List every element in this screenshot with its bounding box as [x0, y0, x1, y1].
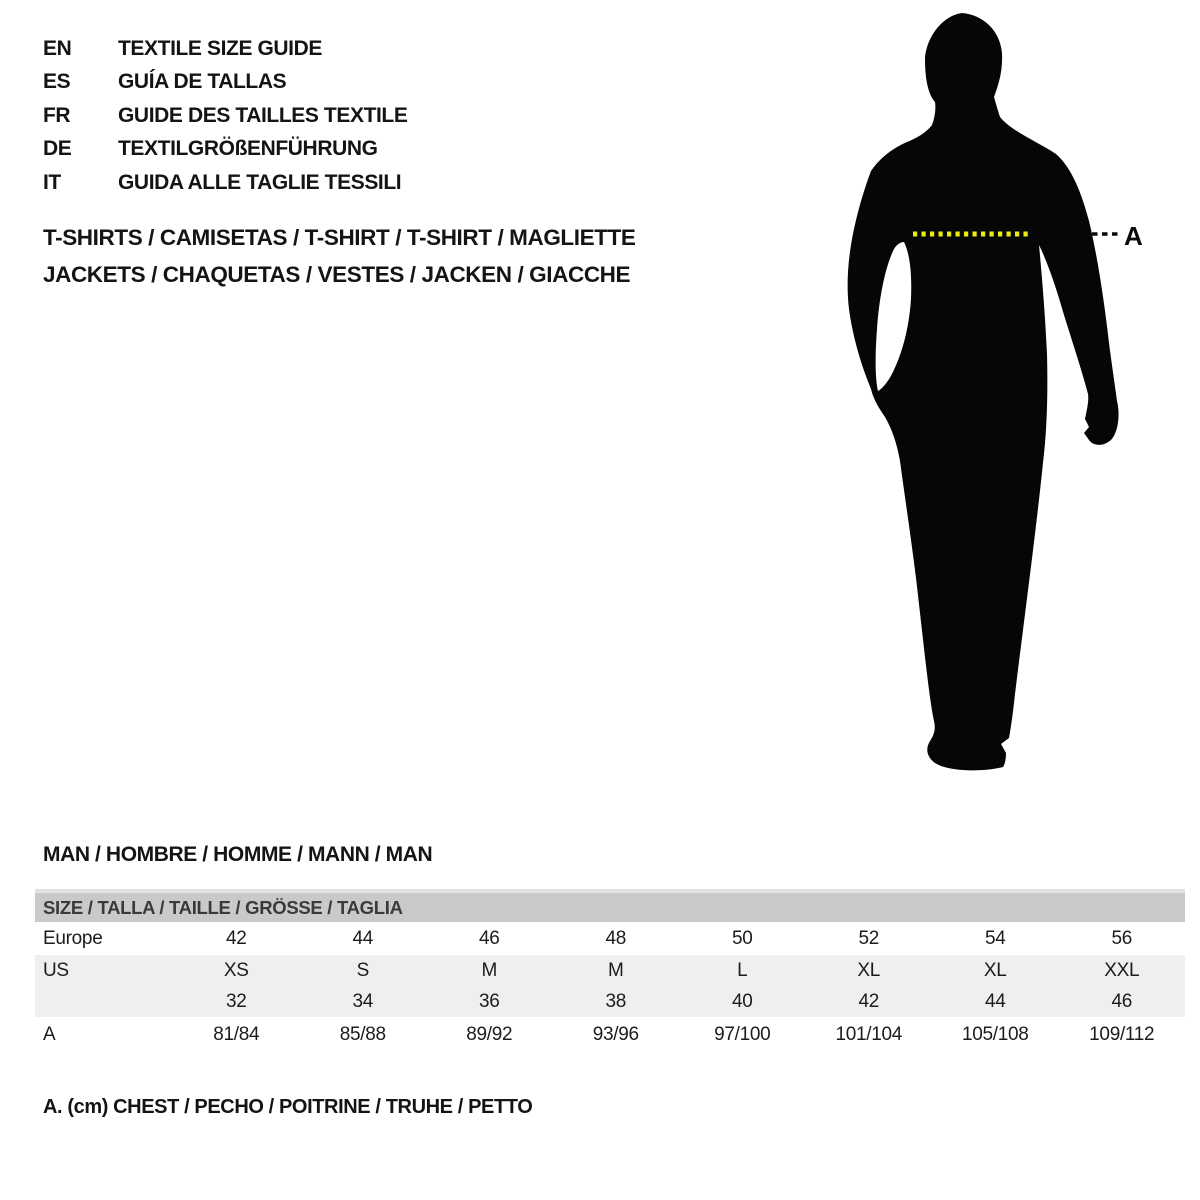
- cell: 34: [352, 990, 374, 1012]
- man-silhouette-figure: [845, 0, 1200, 800]
- language-row: [43, 133, 407, 167]
- language-code: ES: [43, 70, 71, 94]
- section-title-man: MAN / HOMBRE / HOMME / MANN / MAN: [43, 843, 433, 866]
- man-silhouette: [848, 13, 1119, 770]
- language-code: DE: [43, 137, 72, 161]
- language-title: TEXTILGRÖßENFÜHRUNG: [118, 137, 378, 161]
- language-title: GUIDE DES TAILLES TEXTILE: [118, 103, 408, 127]
- row-label: A: [43, 1024, 56, 1045]
- language-row: [43, 32, 407, 66]
- language-title: GUÍA DE TALLAS: [118, 70, 287, 94]
- language-code: EN: [43, 36, 72, 60]
- measurement-footnote: A. (cm) CHEST / PECHO / POITRINE / TRUHE / PETTO: [43, 1096, 533, 1118]
- size-table: [35, 889, 1185, 1053]
- category-jackets: JACKETS / CHAQUETAS / VESTES / JACKEN / GIACCHE: [43, 261, 631, 287]
- cell: 46: [478, 927, 500, 949]
- cell: 38: [605, 990, 627, 1012]
- cell: XXL: [1104, 959, 1140, 981]
- measure-label-a: A: [1124, 221, 1143, 251]
- cell: 52: [858, 927, 880, 949]
- language-list: [43, 32, 407, 200]
- cell: 46: [1111, 990, 1133, 1012]
- table-row-chest-a: [35, 1017, 1185, 1053]
- language-title: TEXTILE SIZE GUIDE: [118, 36, 322, 60]
- cell: 44: [352, 927, 374, 949]
- cell: L: [737, 959, 748, 981]
- category-tshirts: T-SHIRTS / CAMISETAS / T-SHIRT / T-SHIRT / MAGLIETTE: [43, 224, 636, 250]
- language-row: [43, 66, 407, 100]
- size-table-header: SIZE / TALLA / TAILLE / GRÖSSE / TAGLIA: [35, 889, 1185, 922]
- cell: S: [356, 959, 369, 981]
- cell: 42: [858, 990, 880, 1012]
- cell: 101/104: [835, 1024, 903, 1045]
- cell: XL: [983, 959, 1007, 981]
- row-label: Europe: [43, 927, 103, 949]
- cell: XL: [857, 959, 881, 981]
- cell: XS: [223, 959, 249, 981]
- cell: 89/92: [466, 1024, 513, 1045]
- language-title: GUIDA ALLE TAGLIE TESSILI: [118, 170, 402, 194]
- table-row-us: [35, 955, 1185, 986]
- cell: 40: [731, 990, 753, 1012]
- cell: 56: [1111, 927, 1133, 949]
- cell: 97/100: [714, 1024, 771, 1045]
- cell: M: [607, 959, 624, 981]
- table-row-europe: [35, 922, 1185, 955]
- language-code: FR: [43, 103, 71, 127]
- cell: M: [481, 959, 498, 981]
- language-row: [43, 99, 407, 133]
- cell: 32: [225, 990, 247, 1012]
- cell: 44: [984, 990, 1006, 1012]
- cell: 48: [605, 927, 627, 949]
- language-row: [43, 166, 407, 200]
- cell: 50: [731, 927, 753, 949]
- cell: 42: [225, 927, 247, 949]
- cell: 36: [478, 990, 500, 1012]
- garment-categories: [43, 219, 636, 293]
- cell: 54: [984, 927, 1006, 949]
- language-code: IT: [43, 170, 61, 194]
- cell: 81/84: [213, 1024, 260, 1045]
- cell: 105/108: [961, 1024, 1029, 1045]
- row-label: US: [43, 959, 69, 981]
- cell: 93/96: [592, 1024, 639, 1045]
- cell: 85/88: [339, 1024, 386, 1045]
- cell: 109/112: [1089, 1024, 1155, 1045]
- table-row-numeric: [35, 986, 1185, 1017]
